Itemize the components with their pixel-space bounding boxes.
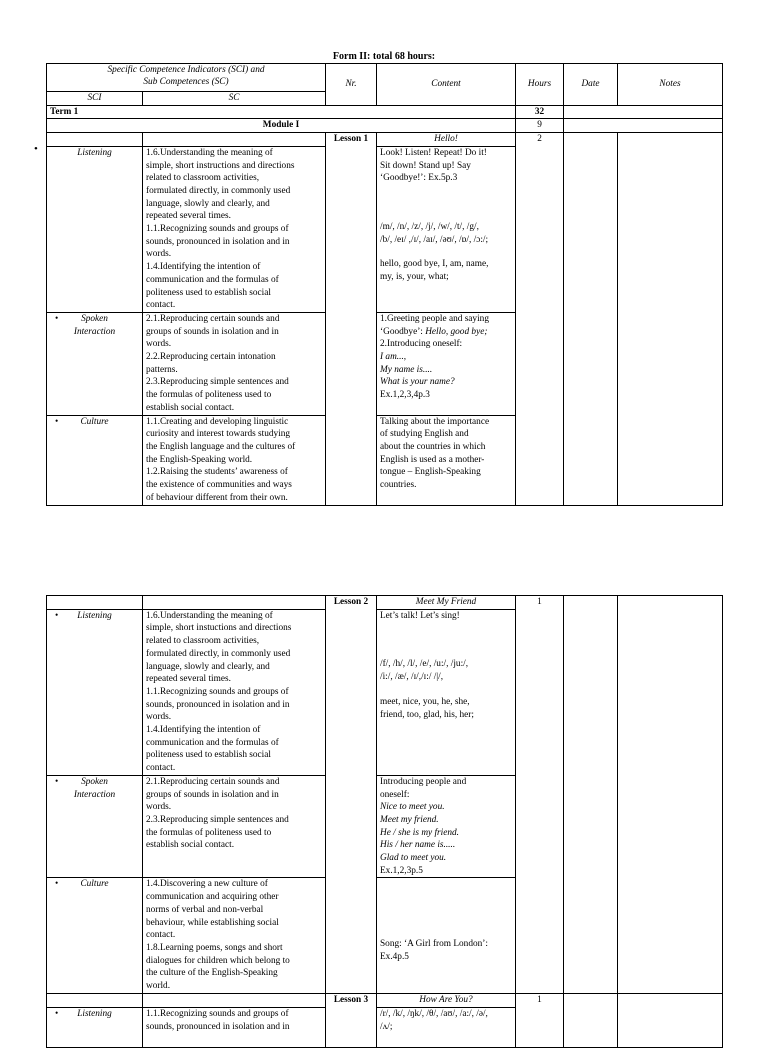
lesson1-title: Hello! (377, 133, 516, 147)
bullet-mark: • (34, 143, 38, 155)
module-hours: 9 (516, 119, 564, 133)
sci-sc-header: Specific Competence Indicators (SCI) and Sub Competences (SC) (47, 64, 326, 92)
lesson2-culture-sc: 1.4.Discovering a new culture of communication and acquiring other norms of verbal and non-verbal behaviour, while establishing social contact. 1.8.Learning poems, songs and short dialogues for children which belong to the culture of the English-Speaking world. (143, 878, 326, 994)
lesson1-culture-sci: • Culture (47, 415, 143, 505)
lesson2-spoken-sc: 2.1.Reproducing certain sounds and groups of sounds in isolation and in words. 2.3.Reproducing simple sentences and the formulas of politeness used to establish social contact. (143, 775, 326, 878)
lesson1-spoken-sci: • Spoken Interaction (47, 312, 143, 415)
lesson1-listening-sci: Listening (47, 146, 143, 312)
page-title: Form II: total 68 hours: (332, 51, 436, 62)
content-header: Content (377, 64, 516, 106)
lesson1-spoken-sc: 2.1.Reproducing certain sounds and groups of sounds in isolation and in words. 2.2.Reproducing certain intonation patterns. 2.3.Reproducing simple sentences and the formulas of politeness used to establish social contact. (143, 312, 326, 415)
term-label: Term 1 (47, 105, 516, 119)
lesson2-title: Meet My Friend (377, 596, 516, 610)
hours-header: Hours (516, 64, 564, 106)
curriculum-table-1 (46, 63, 723, 506)
notes-header: Notes (618, 64, 723, 106)
nr-header: Nr. (326, 64, 377, 106)
lesson1-nr: Lesson 1 (326, 133, 377, 505)
lesson1-spoken-content: 1.Greeting people and saying ‘Goodbye’: Hello, good bye; 2.Introducing oneself: I am..., My name is.... What is your name? Ex.1,2,3,4p.3 (377, 312, 516, 415)
module-label: Module I (47, 119, 516, 133)
lesson3-nr: Lesson 3 (326, 994, 377, 1048)
lesson2-spoken-sci: • Spoken Interaction (47, 775, 143, 878)
lesson1-hours: 2 (516, 133, 564, 505)
lesson2-culture-sci: • Culture (47, 878, 143, 994)
lesson3-hours: 1 (516, 994, 564, 1048)
lesson1-listening-sc: 1.6.Understanding the meaning of simple, short instructions and directions related to classroom activities, formulated directly, in commonly used language, slowly and clearly, and repeated several times. 1.1.Recognizing sounds and groups of sounds, pronounced in isolation and in words. 1.4.Identifying the intention of communication and the formulas of politeness used to establish social contact. (143, 146, 326, 312)
lesson3-listening-sc: 1.1.Recognizing sounds and groups of sounds, pronounced in isolation and in (143, 1008, 326, 1048)
lesson3-listening-content: /r/, /k/, /ŋk/, /θ/, /aʊ/, /a:/, /ə/, /ʌ/; (377, 1008, 516, 1048)
lesson2-listening-sc: 1.6.Understanding the meaning of simple, short instuctions and directions related to classroom activities, formulated directly, in commonly used language, slowly and clearly, and repeated several times. 1.1.Recognizing sounds and groups of sounds, pronounced in isolation and in words. 1.4.Identifying the intention of communication and the formulas of politeness used to establish social contact. (143, 609, 326, 775)
sc-header: SC (143, 92, 326, 106)
term-hours: 32 (516, 105, 564, 119)
lesson2-listening-sci: • Listening (47, 609, 143, 775)
lesson3-title: How Are You? (377, 994, 516, 1008)
lesson2-spoken-content: Introducing people and oneself: Nice to meet you. Meet my friend. He / she is my friend. His / her name is..... Glad to meet you. Ex.1,2,3p.5 (377, 775, 516, 878)
lesson2-hours: 1 (516, 596, 564, 994)
curriculum-table-2 (46, 595, 723, 1048)
lesson2-nr: Lesson 2 (326, 596, 377, 994)
lesson1-culture-sc: 1.1.Creating and developing linguistic curiosity and interest towards studying the English language and the cultures of the English-Speaking world. 1.2.Raising the students’ awareness of the existence of communities and ways of behaviour different from their own. (143, 415, 326, 505)
lesson2-listening-content: Let’s talk! Let’s sing! /f/, /h/, /l/, /e/, /u:/, /ju:/, /i:/, /æ/, /ɪ/,/ɪ:/ /|/, meet, nice, you, he, she, friend, too, glad, his, her; (377, 609, 516, 775)
date-header: Date (564, 64, 618, 106)
lesson1-culture-content: Talking about the importance of studying English and about the countries in which English is used as a mother- tongue – English-Speaking countries. (377, 415, 516, 505)
lesson1-listening-content: Look! Listen! Repeat! Do it! Sit down! Stand up! Say ‘Goodbye!’: Ex.5p.3 /m/, /n/, /z/, /j/, /w/, /t/, /g/, /b/, /eɪ/ ,/ɪ/, /aɪ/, /əʊ/, /ɒ/, /ɔ:/; hello, good bye, I, am, name, my, is, your, what; (377, 146, 516, 312)
sci-header: SCI (47, 92, 143, 106)
lesson3-listening-sci: • Listening (47, 1008, 143, 1048)
lesson2-culture-content: Song: ‘A Girl from London’: Ex.4p.5 (377, 878, 516, 994)
